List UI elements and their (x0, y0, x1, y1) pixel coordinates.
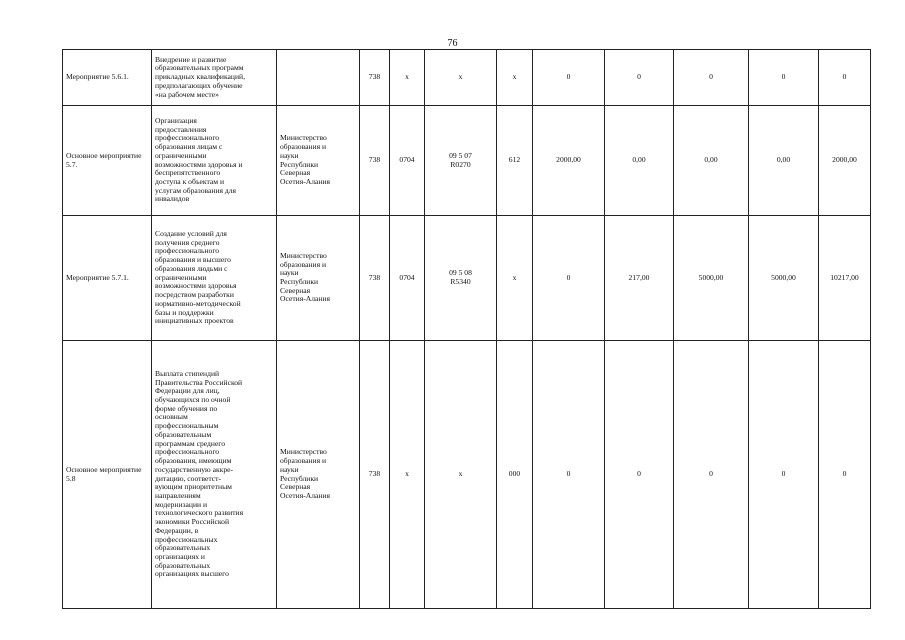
row-grbs: 738 (360, 106, 390, 216)
row-amount-3: 0,00 (674, 106, 749, 216)
row-vr: 000 (497, 341, 533, 609)
page-number: 76 (447, 38, 458, 49)
table-row (63, 106, 871, 216)
budget-table (62, 49, 871, 609)
row-description: Выплата стипендий Правительства Российской Федерации для лиц, обучающихся по очной форме обучения по основным профессиональным образовательным программам среднего профессионального образования, имеющим государственную аккре- дитацию, соответст- вующим приоритетным направлениям модернизации и технологического развития экономики Российской Федерации, в профессиональных образовательных организациях и образовательных организациях высшего (152, 341, 277, 609)
table-row (63, 341, 871, 609)
row-description: Создание условий для получения среднего профессионального образования и высшего образования людьми с ограниченными возможностями здоровья посредством разработки нормативно-методической базы и поддержки инициативных проектов (152, 216, 277, 341)
row-rzpr: 0704 (390, 216, 425, 341)
row-amount-3: 0 (674, 341, 749, 609)
table-row (63, 216, 871, 341)
row-amount-2: 217,00 (605, 216, 674, 341)
row-amount-4: 0 (749, 50, 819, 106)
row-vr: x (497, 216, 533, 341)
row-rzpr: 0704 (390, 106, 425, 216)
row-amount-total: 0 (819, 341, 871, 609)
row-amount-total: 10217,00 (819, 216, 871, 341)
row-description: Внедрение и развитие образовательных программ прикладных квалификаций, предполагающих обучение «на рабочем месте» (152, 50, 277, 106)
row-grbs: 738 (360, 50, 390, 106)
row-amount-3: 5000,00 (674, 216, 749, 341)
row-grbs: 738 (360, 216, 390, 341)
row-amount-2: 0 (605, 341, 674, 609)
row-amount-1: 2000,00 (533, 106, 605, 216)
row-amount-4: 0 (749, 341, 819, 609)
row-amount-2: 0 (605, 50, 674, 106)
row-rzpr: x (390, 341, 425, 609)
row-name: Основное мероприятие 5.7. (63, 106, 152, 216)
row-organization (277, 50, 360, 106)
row-name: Основное мероприятие 5.8 (63, 341, 152, 609)
row-rzpr: x (390, 50, 425, 106)
row-organization: Министерство образования и науки Республики Северная Осетия-Алания (277, 106, 360, 216)
row-csr: x (425, 50, 497, 106)
row-name: Мероприятие 5.7.1. (63, 216, 152, 341)
row-organization: Министерство образования и науки Республики Северная Осетия-Алания (277, 341, 360, 609)
row-csr: 09 5 07 R0270 (425, 106, 497, 216)
row-amount-4: 5000,00 (749, 216, 819, 341)
row-amount-total: 2000,00 (819, 106, 871, 216)
row-amount-3: 0 (674, 50, 749, 106)
row-csr: 09 5 08 R5340 (425, 216, 497, 341)
row-amount-total: 0 (819, 50, 871, 106)
row-csr: x (425, 341, 497, 609)
row-name: Мероприятие 5.6.1. (63, 50, 152, 106)
row-amount-2: 0,00 (605, 106, 674, 216)
row-grbs: 738 (360, 341, 390, 609)
row-amount-1: 0 (533, 341, 605, 609)
row-amount-1: 0 (533, 216, 605, 341)
row-vr: x (497, 50, 533, 106)
row-vr: 612 (497, 106, 533, 216)
row-amount-4: 0,00 (749, 106, 819, 216)
row-amount-1: 0 (533, 50, 605, 106)
row-organization: Министерство образования и науки Республики Северная Осетия-Алания (277, 216, 360, 341)
table-row (63, 50, 871, 106)
row-description: Организация предоставления профессионального образования лицам с ограниченными возможностями здоровья и беспрепятственного доступа к объектам и услугам образования для инвалидов (152, 106, 277, 216)
